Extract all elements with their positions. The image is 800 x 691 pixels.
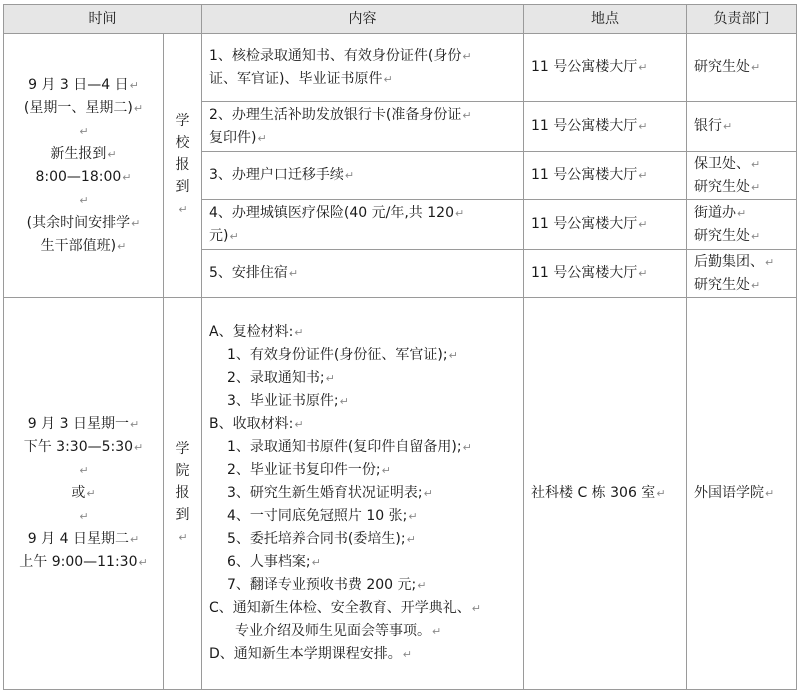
college-time-line bbox=[11, 505, 156, 528]
return-mark: ↵ bbox=[178, 203, 188, 216]
content-line: 证、军官证)、毕业证书原件↵ bbox=[209, 70, 393, 87]
vertical-char: 学 bbox=[175, 113, 190, 129]
college-time-line: 上午 9:00—11:30↵ bbox=[19, 554, 148, 570]
college-department-text: 外国语学院↵ bbox=[694, 485, 775, 501]
return-mark: ↵ bbox=[178, 531, 188, 544]
return-mark: ↵ bbox=[448, 349, 458, 362]
return-mark: ↵ bbox=[454, 206, 465, 220]
vertical-char: 报 bbox=[175, 485, 190, 501]
return-mark: ↵ bbox=[638, 218, 648, 231]
return-mark: ↵ bbox=[138, 556, 148, 569]
return-mark: ↵ bbox=[325, 372, 335, 385]
content-line: 元)↵ bbox=[209, 227, 239, 244]
location-text: 11 号公寓楼大厅↵ bbox=[531, 59, 648, 75]
department-line: 研究生处↵ bbox=[694, 276, 761, 293]
college-content-line: 4、一寸同底免冠照片 10 张;↵ bbox=[227, 508, 418, 524]
return-mark: ↵ bbox=[656, 487, 666, 500]
return-mark: ↵ bbox=[462, 441, 472, 454]
header-time: 时间 bbox=[4, 5, 202, 34]
return-mark: ↵ bbox=[638, 120, 648, 133]
vertical-char: 报 bbox=[175, 157, 190, 173]
location-text: 11 号公寓楼大厅↵ bbox=[531, 167, 648, 183]
return-mark: ↵ bbox=[117, 239, 127, 253]
school-time-cell bbox=[4, 34, 164, 298]
school-time-line: 9 月 3 日—4 日↵ bbox=[28, 76, 139, 93]
return-mark: ↵ bbox=[133, 101, 144, 115]
return-mark: ↵ bbox=[129, 78, 139, 92]
department-cell bbox=[687, 250, 797, 298]
department-line: 后勤集团、↵ bbox=[694, 253, 775, 270]
college-content-line: D、通知新生本学期课程安排。↵ bbox=[209, 646, 412, 662]
return-mark: ↵ bbox=[79, 124, 89, 138]
return-mark: ↵ bbox=[79, 193, 89, 207]
college-content-line: 1、录取通知书原件(复印件自留备用);↵ bbox=[227, 439, 472, 455]
college-content-line: C、通知新生体检、安全教育、开学典礼、↵ bbox=[209, 600, 481, 616]
return-mark: ↵ bbox=[751, 180, 761, 194]
return-mark: ↵ bbox=[339, 395, 349, 408]
department-line: 银行↵ bbox=[694, 118, 733, 134]
college-time-line: 9 月 3 日星期一↵ bbox=[27, 416, 140, 432]
school-time-line: 生干部值班)↵ bbox=[40, 237, 127, 254]
school-content-cell bbox=[202, 102, 524, 152]
college-time-cell bbox=[4, 298, 164, 690]
school-content-cell bbox=[202, 200, 524, 250]
college-content-line: 6、人事档案;↵ bbox=[227, 554, 321, 570]
location-cell bbox=[524, 102, 687, 152]
header-department: 负责部门 bbox=[687, 5, 797, 34]
location-text: 11 号公寓楼大厅↵ bbox=[531, 216, 648, 232]
return-mark: ↵ bbox=[86, 487, 96, 500]
school-content-cell bbox=[202, 34, 524, 102]
vertical-char: 到 bbox=[175, 507, 190, 523]
college-row bbox=[4, 298, 797, 690]
return-mark: ↵ bbox=[257, 131, 267, 145]
return-mark: ↵ bbox=[107, 147, 117, 161]
return-mark: ↵ bbox=[344, 169, 355, 182]
return-mark: ↵ bbox=[406, 533, 416, 546]
table-body bbox=[4, 34, 797, 690]
return-mark: ↵ bbox=[751, 229, 761, 243]
return-mark: ↵ bbox=[311, 556, 321, 569]
department-cell bbox=[687, 200, 797, 250]
college-registration-label bbox=[164, 298, 202, 690]
registration-schedule-table bbox=[3, 4, 797, 690]
college-content-line: B、收取材料:↵ bbox=[209, 416, 304, 432]
school-time-line: 8:00—18:00↵ bbox=[35, 168, 132, 185]
department-cell bbox=[687, 34, 797, 102]
return-mark: ↵ bbox=[131, 216, 141, 230]
content-line: 2、办理生活补助发放银行卡(准备身份证↵ bbox=[209, 106, 472, 123]
location-cell bbox=[524, 250, 687, 298]
department-cell bbox=[687, 102, 797, 152]
college-time-line bbox=[11, 459, 156, 482]
department-line: 街道办↵ bbox=[694, 204, 747, 221]
vertical-char: 校 bbox=[175, 135, 190, 151]
return-mark: ↵ bbox=[462, 108, 472, 122]
vertical-char: 到 bbox=[175, 179, 190, 195]
college-time-line: 9 月 4 日星期二↵ bbox=[27, 531, 140, 547]
location-cell bbox=[524, 200, 687, 250]
department-cell bbox=[687, 152, 797, 200]
return-mark: ↵ bbox=[737, 206, 747, 220]
return-mark: ↵ bbox=[383, 72, 393, 86]
header-content: 内容 bbox=[202, 5, 524, 34]
return-mark: ↵ bbox=[751, 278, 761, 292]
content-line: 3、办理户口迁移手续↵ bbox=[209, 167, 355, 183]
return-mark: ↵ bbox=[381, 464, 391, 477]
return-mark: ↵ bbox=[423, 487, 433, 500]
college-content-line: 3、研究生新生婚育状况证明表;↵ bbox=[227, 485, 433, 501]
return-mark: ↵ bbox=[765, 255, 775, 269]
vertical-char: 院 bbox=[175, 463, 190, 479]
content-line: 5、安排住宿↵ bbox=[209, 265, 299, 281]
school-time-line: (星期一、星期二)↵ bbox=[23, 99, 144, 116]
return-mark: ↵ bbox=[723, 120, 733, 133]
return-mark: ↵ bbox=[638, 169, 648, 182]
college-location-text: 社科楼 C 栋 306 室↵ bbox=[531, 485, 666, 501]
location-cell bbox=[524, 152, 687, 200]
return-mark: ↵ bbox=[288, 267, 299, 280]
return-mark: ↵ bbox=[765, 487, 775, 500]
college-time-line: 或↵ bbox=[71, 485, 96, 501]
return-mark: ↵ bbox=[79, 510, 89, 523]
school-time-line bbox=[11, 120, 156, 143]
return-mark: ↵ bbox=[638, 267, 648, 280]
return-mark: ↵ bbox=[122, 170, 132, 184]
college-location-cell bbox=[524, 298, 687, 690]
return-mark: ↵ bbox=[229, 229, 239, 243]
return-mark: ↵ bbox=[638, 61, 648, 74]
department-line: 研究生处↵ bbox=[694, 227, 761, 244]
return-mark: ↵ bbox=[408, 510, 418, 523]
college-content-line: 5、委托培养合同书(委培生);↵ bbox=[227, 531, 416, 547]
school-content-cell bbox=[202, 250, 524, 298]
school-time-line: 新生报到↵ bbox=[50, 145, 117, 162]
return-mark: ↵ bbox=[129, 418, 140, 431]
return-mark: ↵ bbox=[751, 61, 761, 74]
department-line: 保卫处、↵ bbox=[694, 155, 761, 172]
school-row bbox=[4, 34, 797, 102]
return-mark: ↵ bbox=[294, 418, 304, 431]
department-line: 研究生处↵ bbox=[694, 178, 761, 195]
school-registration-label bbox=[164, 34, 202, 298]
college-content-line: 7、翻译专业预收书费 200 元;↵ bbox=[227, 577, 427, 593]
return-mark: ↵ bbox=[471, 602, 481, 615]
college-content-line: A、复检材料:↵ bbox=[209, 324, 304, 340]
header-location: 地点 bbox=[524, 5, 687, 34]
content-line: 4、办理城镇医疗保险(40 元/年,共 120↵ bbox=[209, 204, 465, 221]
return-mark: ↵ bbox=[402, 648, 412, 661]
location-text: 11 号公寓楼大厅↵ bbox=[531, 265, 648, 281]
return-mark: ↵ bbox=[432, 625, 442, 638]
content-line: 复印件)↵ bbox=[209, 129, 267, 146]
department-line: 研究生处↵ bbox=[694, 59, 761, 75]
college-department-cell bbox=[687, 298, 797, 690]
college-content-cell bbox=[202, 298, 524, 690]
college-content-line: 1、有效身份证件(身份征、军官证);↵ bbox=[227, 347, 458, 363]
return-mark: ↵ bbox=[79, 464, 89, 477]
vertical-char: 学 bbox=[175, 441, 190, 457]
location-text: 11 号公寓楼大厅↵ bbox=[531, 118, 648, 134]
location-cell bbox=[524, 34, 687, 102]
college-content-line: 2、录取通知书;↵ bbox=[227, 370, 335, 386]
return-mark: ↵ bbox=[751, 157, 761, 171]
return-mark: ↵ bbox=[417, 579, 427, 592]
return-mark: ↵ bbox=[462, 49, 472, 63]
school-time-line: (其余时间安排学↵ bbox=[26, 214, 141, 231]
college-content-line: 2、毕业证书复印件一份;↵ bbox=[227, 462, 391, 478]
school-content-cell bbox=[202, 152, 524, 200]
content-line: 1、核检录取通知书、有效身份证件(身份↵ bbox=[209, 47, 472, 64]
return-mark: ↵ bbox=[294, 326, 304, 339]
college-content-line: 专业介绍及师生见面会等事项。↵ bbox=[235, 623, 442, 639]
header-row bbox=[4, 5, 797, 34]
return-mark: ↵ bbox=[129, 533, 140, 546]
college-time-line: 下午 3:30—5:30↵ bbox=[23, 439, 144, 455]
college-content-line: 3、毕业证书原件;↵ bbox=[227, 393, 349, 409]
return-mark: ↵ bbox=[134, 441, 144, 454]
school-time-line bbox=[11, 189, 156, 212]
